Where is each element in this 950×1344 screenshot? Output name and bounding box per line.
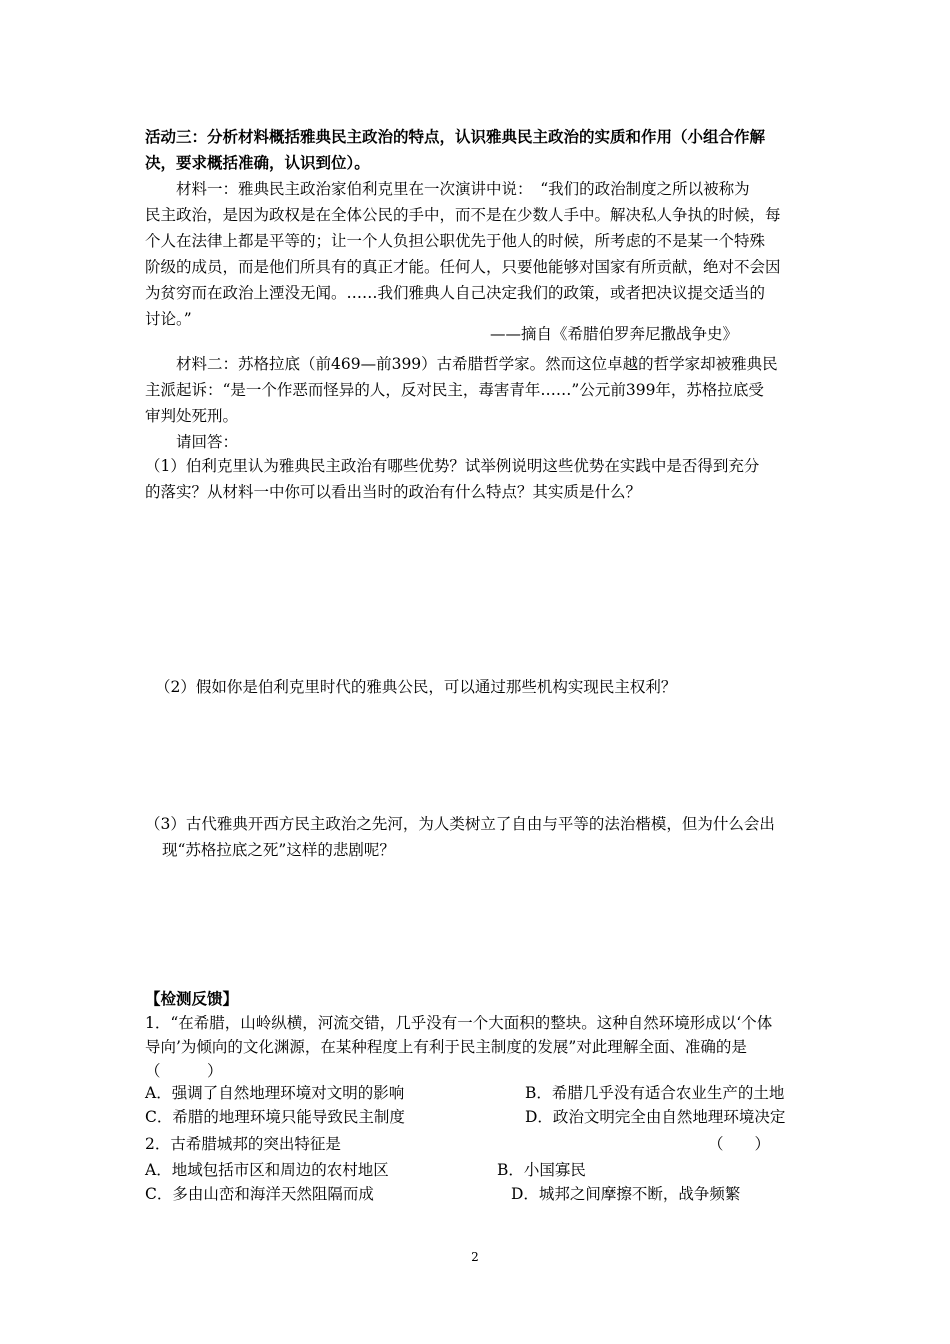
mcq1-answer-blank: （ ） — [145, 1062, 223, 1080]
mcq2-option-c: C．多由山峦和海洋天然阻隔而成 — [145, 1185, 374, 1203]
material1-line: 个人在法律上都是平等的；让一个人负担公职优先于他人的时候，所考虑的不是某一个特殊 — [145, 232, 766, 250]
material1-line: 民主政治，是因为政权是在全体公民的手中，而不是在少数人手中。解决私人争执的时候，每 — [145, 206, 781, 224]
question-3-line2: 现“苏格拉底之死”这样的悲剧呢？ — [162, 841, 395, 859]
mcq1-option-c: C．希腊的地理环境只能导致民主制度 — [145, 1108, 405, 1126]
mcq2-answer-blank: （ ） — [708, 1135, 771, 1153]
material1-line: 为贫穷而在政治上湮没无闻。……我们雅典人自己决定我们的政策，或者把决议提交适当的 — [145, 284, 766, 302]
feedback-heading: 【检测反馈】 — [145, 989, 239, 1008]
mcq1-stem-line2: 导向’为倾向的文化渊源，在某种程度上有利于民主制度的发展”对此理解全面、准确的是 — [145, 1038, 747, 1056]
activity3-heading-line1: 活动三：分析材料概括雅典民主政治的特点，认识雅典民主政治的实质和作用（小组合作解 — [145, 127, 766, 146]
material1-line: 材料一：雅典民主政治家伯利克里在一次演讲中说： “我们的政治制度之所以被称为 — [176, 180, 750, 198]
mcq2-stem: 2．古希腊城邦的突出特征是 — [145, 1135, 341, 1153]
answer-prompt: 请回答： — [176, 433, 239, 451]
question-1-line1: （1）伯利克里认为雅典民主政治有哪些优势？试举例说明这些优势在实践中是否得到充分 — [145, 457, 760, 475]
mcq1-option-d: D．政治文明完全由自然地理环境决定 — [525, 1108, 786, 1126]
material1-line: 讨论。” — [145, 310, 192, 328]
mcq2-option-a: A．地域包括市区和周边的农村地区 — [145, 1161, 389, 1179]
activity3-heading-line2: 决，要求概括准确，认识到位）。 — [145, 153, 370, 172]
question-1-line2: 的落实？从材料一中你可以看出当时的政治有什么特点？其实质是什么？ — [145, 483, 642, 501]
material2-line: 审判处死刑。 — [145, 407, 239, 425]
question-3-line1: （3）古代雅典开西方民主政治之先河，为人类树立了自由与平等的法治楷模，但为什么会出 — [145, 815, 775, 833]
material1-source: ——摘自《希腊伯罗奔尼撒战争史》 — [490, 325, 739, 343]
question-2: （2）假如你是伯利克里时代的雅典公民，可以通过那些机构实现民主权利？ — [155, 678, 677, 696]
mcq1-stem-line1: 1．“在希腊，山岭纵横，河流交错，几乎没有一个大面积的整块。这种自然环境形成以‘个体 — [145, 1014, 773, 1032]
material2-line: 主派起诉：“是一个作恶而怪异的人，反对民主，毒害青年……”公元前399年，苏格拉底受 — [145, 381, 764, 399]
mcq2-option-b: B．小国寡民 — [497, 1161, 586, 1179]
mcq2-option-d: D．城邦之间摩擦不断，战争频繁 — [511, 1185, 741, 1203]
material1-line: 阶级的成员，而是他们所具有的真正才能。任何人，只要他能够对国家有所贡献，绝对不会因 — [145, 258, 781, 276]
material2-line: 材料二：苏格拉底（前469—前399）古希腊哲学家。然而这位卓越的哲学家却被雅典民 — [176, 355, 778, 373]
mcq1-option-b: B．希腊几乎没有适合农业生产的土地 — [525, 1084, 785, 1102]
page-number: 2 — [471, 1250, 479, 1264]
mcq1-option-a: A．强调了自然地理环境对文明的影响 — [145, 1084, 405, 1102]
